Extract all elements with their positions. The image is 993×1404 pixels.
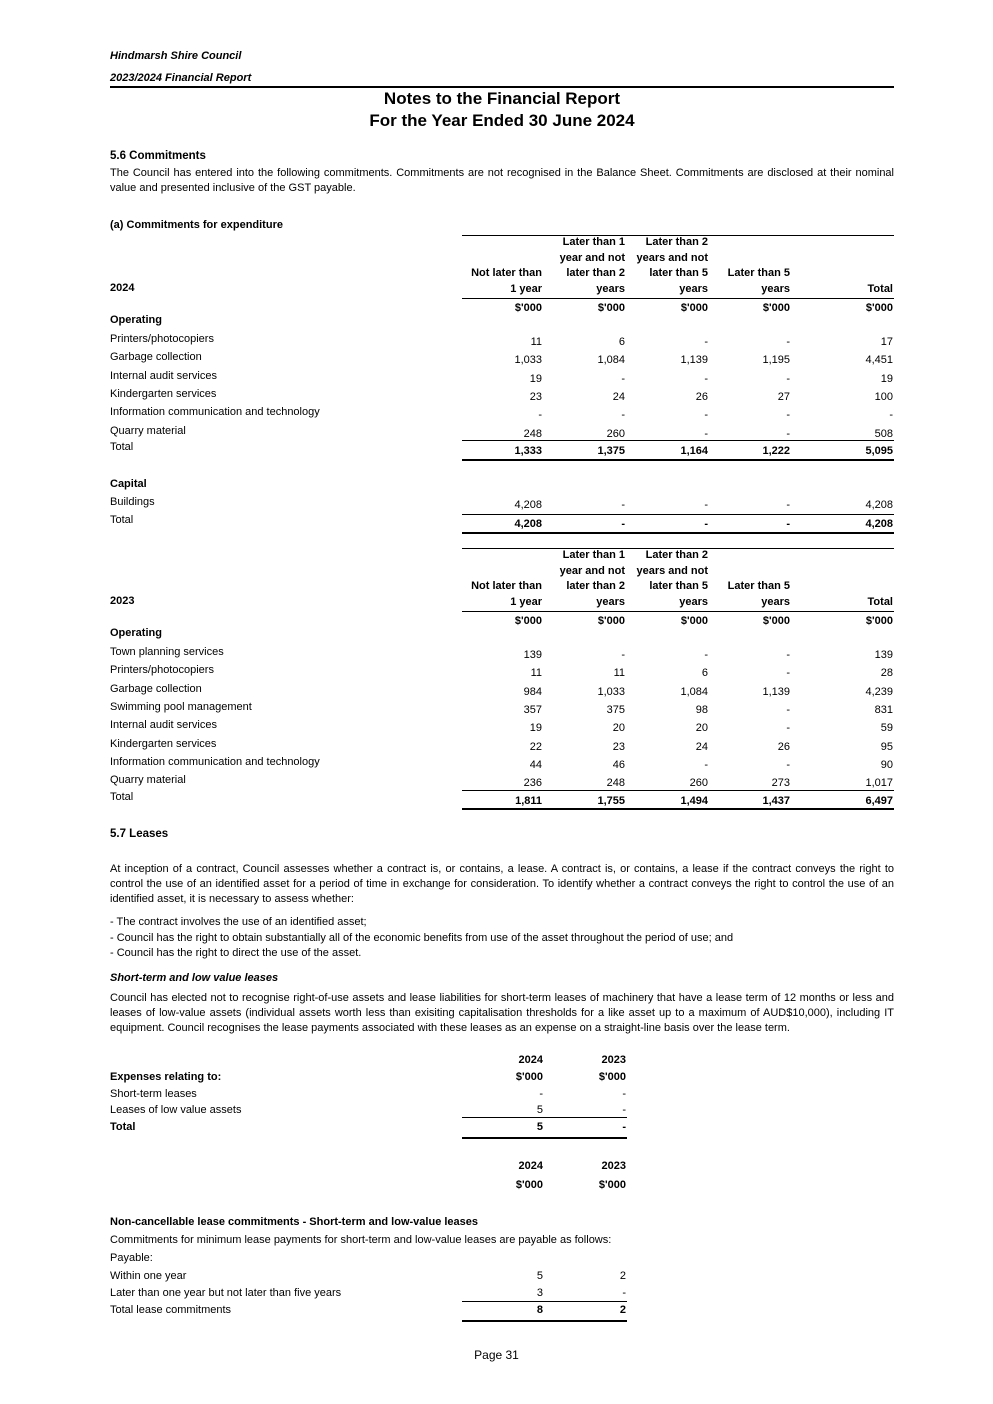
operating-row-value: 236 bbox=[523, 777, 542, 790]
unit-header: $'000 bbox=[597, 615, 625, 627]
expenses-label: Expenses relating to: bbox=[110, 1071, 222, 1083]
commitments-subheading: (a) Commitments for expenditure bbox=[110, 219, 283, 231]
col-header: 1 year bbox=[510, 595, 542, 608]
operating-label: Operating bbox=[110, 627, 162, 639]
operating-row-value: - bbox=[786, 703, 790, 716]
operating-row-label: Kindergarten services bbox=[110, 387, 217, 400]
operating-row-label: Garbage collection bbox=[110, 351, 202, 364]
operating-row-label: Information communication and technology bbox=[110, 406, 320, 419]
col-header: later than 2 bbox=[566, 580, 625, 592]
operating-row-value: - bbox=[621, 372, 625, 385]
unit-header: $'000 bbox=[680, 615, 708, 627]
operating-row-value: 98 bbox=[695, 703, 708, 716]
operating-row-label: Kindergarten services bbox=[110, 737, 217, 750]
capital-total-value: - bbox=[786, 518, 790, 530]
operating-row-value: 100 bbox=[874, 390, 893, 403]
operating-row-value: 20 bbox=[612, 722, 625, 735]
payable-label: Payable: bbox=[110, 1252, 153, 1264]
noncancel-double-rule bbox=[462, 1320, 627, 1322]
operating-row-value: 19 bbox=[529, 722, 542, 735]
expenses-double-rule bbox=[462, 1137, 627, 1139]
unit-header: $'000 bbox=[514, 302, 542, 314]
operating-row-value: 1,139 bbox=[762, 685, 790, 698]
operating-row-label: Internal audit services bbox=[110, 719, 217, 732]
operating-total-value: 1,755 bbox=[597, 795, 625, 807]
header-rule bbox=[462, 298, 894, 299]
report-name: 2023/2024 Financial Report bbox=[110, 72, 252, 84]
operating-row-label: Garbage collection bbox=[110, 682, 202, 695]
operating-total-value: 1,333 bbox=[514, 445, 542, 457]
operating-row-value: 984 bbox=[523, 685, 542, 698]
operating-row-value: 1,084 bbox=[597, 354, 625, 367]
operating-row-value: - bbox=[704, 336, 708, 348]
capital-total-rule bbox=[462, 514, 894, 515]
operating-row-value: 139 bbox=[523, 649, 542, 661]
leases-intro: At inception of a contract, Council assesses whether a contract is, or contains, a lease. A contract is, or contains, a lease if the contract conveys the right to control the use of an identified asset for a period of time in exchange for consideration. To identify whether a contract conveys the right to control the use of an identified asset, it is necessary to assess whether: bbox=[110, 863, 894, 905]
noncancel-row-value: 3 bbox=[536, 1287, 543, 1299]
noncancel-total-value: 8 bbox=[536, 1304, 543, 1316]
col-header: Later than 5 bbox=[727, 267, 790, 279]
noncancellable-text: Commitments for minimum lease payments for short-term and low-value leases are payable as follows: bbox=[110, 1234, 612, 1246]
operating-row-value: - bbox=[704, 649, 708, 661]
col-header: later than 5 bbox=[649, 580, 708, 592]
operating-row-value: 508 bbox=[874, 427, 893, 440]
header-rule bbox=[462, 611, 894, 612]
operating-row-value: - bbox=[786, 722, 790, 735]
operating-row-value: 375 bbox=[606, 703, 625, 716]
operating-row-value: 17 bbox=[880, 336, 893, 348]
operating-total-value: 1,811 bbox=[515, 795, 542, 807]
page-number: Page 31 bbox=[474, 1348, 519, 1362]
col-header: year and not bbox=[559, 251, 625, 264]
expenses-row-value: - bbox=[539, 1088, 543, 1100]
capital-total-label: Total bbox=[110, 514, 134, 526]
table-year: 2024 bbox=[110, 281, 135, 294]
leases-bullet: - Council has the right to obtain substantially all of the economic benefits from use of the asset throughout the period of use; and bbox=[110, 931, 734, 944]
operating-row-value: 6 bbox=[618, 336, 625, 348]
operating-row-value: 260 bbox=[689, 777, 708, 790]
operating-row-value: 46 bbox=[612, 758, 625, 771]
operating-row-value: - bbox=[786, 409, 790, 422]
operating-row-value: 24 bbox=[695, 740, 708, 753]
short-term-heading: Short-term and low value leases bbox=[110, 972, 279, 984]
col-header: Total bbox=[867, 282, 893, 295]
expenses-rule bbox=[462, 1117, 627, 1118]
capital-total-double-rule bbox=[462, 532, 894, 534]
expenses-row-value: - bbox=[622, 1088, 626, 1100]
col-header: Total bbox=[867, 595, 893, 608]
unit-header: $'000 bbox=[597, 302, 625, 314]
expenses-total-label: Total bbox=[110, 1121, 136, 1133]
second-col-2024: 2024 bbox=[518, 1160, 543, 1172]
operating-total-label: Total bbox=[110, 441, 134, 453]
operating-row-value: - bbox=[786, 667, 790, 680]
capital-row-value: 4,208 bbox=[514, 499, 542, 511]
commitments-intro: The Council has entered into the following commitments. Commitments are not recognised in the Balance Sheet. Commitments are disclosed at their nominal value and presented inclusive of the GST payable. bbox=[110, 167, 894, 194]
noncancel-row-value: 5 bbox=[536, 1270, 543, 1282]
operating-row-value: 59 bbox=[880, 722, 893, 735]
unit-header: $'000 bbox=[865, 615, 893, 627]
capital-row-value: 4,208 bbox=[865, 499, 893, 511]
unit-header: $'000 bbox=[514, 615, 542, 627]
operating-total-double-rule bbox=[462, 459, 894, 461]
short-term-text: Council has elected not to recognise right-of-use assets and lease liabilities for short-term leases of machinery that have a lease term of 12 months or less and leases of low-value assets (individual assets worth less than exisiting capitalisation thresholds for a like asset up to a maximum of AUD$10,000), including IT equipment. Council recognises the lease payments associated with these leases as an expense on a straight-line basis over the lease term. bbox=[110, 992, 894, 1034]
col-header: years bbox=[761, 595, 790, 608]
col-header: Not later than bbox=[471, 267, 542, 279]
operating-row-label: Quarry material bbox=[110, 774, 186, 787]
operating-total-rule bbox=[462, 790, 894, 791]
col-header: later than 5 bbox=[649, 267, 708, 279]
col-header: years bbox=[761, 282, 790, 295]
operating-row-value: - bbox=[889, 409, 893, 422]
col-header: Not later than bbox=[471, 580, 542, 592]
unit-header: $'000 bbox=[865, 302, 893, 314]
expenses-row-value: - bbox=[622, 1104, 626, 1116]
operating-row-value: 11 bbox=[530, 667, 542, 680]
expenses-total-value: 5 bbox=[536, 1121, 543, 1133]
operating-row-value: 4,239 bbox=[865, 685, 893, 698]
second-col-2023: 2023 bbox=[601, 1160, 626, 1172]
table-year: 2023 bbox=[110, 594, 135, 607]
operating-total-value: 5,095 bbox=[865, 445, 893, 457]
noncancel-row-label: Within one year bbox=[110, 1270, 187, 1282]
operating-row-value: 23 bbox=[612, 740, 625, 753]
operating-row-value: 1,195 bbox=[762, 354, 790, 367]
operating-row-value: 19 bbox=[529, 372, 542, 385]
capital-row-value: - bbox=[786, 499, 790, 511]
col-header: years and not bbox=[636, 564, 708, 577]
operating-row-label: Town planning services bbox=[110, 646, 224, 658]
operating-label: Operating bbox=[110, 314, 162, 326]
operating-row-value: - bbox=[704, 758, 708, 771]
operating-row-value: 20 bbox=[695, 722, 708, 735]
capital-row-value: - bbox=[621, 499, 625, 511]
operating-row-value: - bbox=[621, 649, 625, 661]
operating-row-value: 44 bbox=[529, 758, 542, 771]
capital-total-value: - bbox=[704, 518, 708, 530]
expenses-col-2024: 2024 bbox=[518, 1054, 543, 1066]
capital-total-value: 4,208 bbox=[865, 518, 893, 530]
expenses-unit-2024: $'000 bbox=[515, 1071, 543, 1083]
operating-row-value: 248 bbox=[523, 427, 542, 440]
operating-row-value: 357 bbox=[523, 703, 542, 716]
noncancel-row-label: Later than one year but not later than five years bbox=[110, 1287, 342, 1299]
unit-header: $'000 bbox=[762, 615, 790, 627]
operating-total-rule bbox=[462, 440, 894, 441]
col-header: later than 2 bbox=[566, 267, 625, 279]
operating-row-value: 95 bbox=[880, 740, 893, 753]
operating-row-value: 139 bbox=[874, 649, 893, 661]
operating-row-label: Information communication and technology bbox=[110, 755, 320, 768]
operating-row-value: 26 bbox=[695, 390, 708, 403]
col-header: years bbox=[596, 282, 625, 295]
col-header: years and not bbox=[636, 251, 708, 264]
operating-row-value: 831 bbox=[874, 703, 893, 716]
operating-total-double-rule bbox=[462, 808, 894, 810]
operating-row-value: 1,139 bbox=[680, 354, 708, 367]
operating-total-value: 1,375 bbox=[597, 445, 625, 457]
col-header: years bbox=[596, 595, 625, 608]
operating-row-value: - bbox=[621, 409, 625, 422]
operating-row-label: Printers/photocopiers bbox=[110, 333, 214, 345]
operating-row-value: - bbox=[786, 649, 790, 661]
expenses-row-label: Leases of low value assets bbox=[110, 1104, 242, 1116]
operating-row-label: Quarry material bbox=[110, 424, 186, 437]
capital-label: Capital bbox=[110, 478, 147, 490]
operating-row-value: 26 bbox=[777, 740, 790, 753]
operating-row-value: 1,017 bbox=[865, 777, 893, 790]
leases-bullets bbox=[110, 915, 733, 962]
operating-row-value: - bbox=[786, 336, 790, 348]
operating-row-value: 11 bbox=[530, 336, 542, 348]
col-header: Later than 1 bbox=[562, 549, 625, 561]
expenses-unit-2023: $'000 bbox=[598, 1071, 626, 1083]
operating-row-value: 28 bbox=[880, 667, 893, 680]
noncancellable-heading: Non-cancellable lease commitments - Short-term and low-value leases bbox=[110, 1216, 479, 1228]
operating-row-value: - bbox=[786, 372, 790, 385]
second-unit-2023: $'000 bbox=[598, 1179, 626, 1191]
leases-bullet: - Council has the right to direct the use of the asset. bbox=[110, 947, 362, 959]
capital-row-label: Buildings bbox=[110, 496, 155, 508]
operating-row-value: 6 bbox=[701, 667, 708, 680]
page-subtitle: For the Year Ended 30 June 2024 bbox=[369, 111, 635, 130]
operating-row-value: - bbox=[704, 409, 708, 422]
operating-row-value: 24 bbox=[612, 390, 625, 403]
operating-row-value: 11 bbox=[613, 667, 625, 680]
expenses-row-value: 5 bbox=[536, 1104, 543, 1116]
expenses-row-label: Short-term leases bbox=[110, 1088, 197, 1100]
noncancel-total-label: Total lease commitments bbox=[110, 1304, 232, 1316]
operating-row-value: - bbox=[704, 427, 708, 440]
operating-row-value: 273 bbox=[771, 777, 790, 790]
leases-bullet: - The contract involves the use of an identified asset; bbox=[110, 916, 367, 928]
capital-row-value: - bbox=[704, 499, 708, 511]
capital-total-value: 4,208 bbox=[514, 518, 542, 530]
operating-row-value: 260 bbox=[606, 427, 625, 440]
operating-row-value: 1,033 bbox=[597, 685, 625, 698]
operating-total-value: 1,222 bbox=[762, 445, 790, 457]
operating-row-value: 1,033 bbox=[514, 354, 542, 367]
col-header: Later than 2 bbox=[645, 549, 708, 561]
operating-row-value: 23 bbox=[529, 390, 542, 403]
operating-row-label: Internal audit services bbox=[110, 369, 217, 382]
noncancel-rule bbox=[462, 1301, 627, 1302]
operating-row-value: - bbox=[786, 427, 790, 440]
operating-total-label: Total bbox=[110, 791, 134, 803]
second-unit-2024: $'000 bbox=[515, 1179, 543, 1191]
col-header: 1 year bbox=[510, 282, 542, 295]
operating-row-label: Printers/photocopiers bbox=[110, 664, 214, 677]
expenses-col-2023: 2023 bbox=[601, 1054, 626, 1066]
operating-total-value: 1,494 bbox=[680, 795, 708, 807]
operating-row-value: 27 bbox=[777, 390, 790, 403]
operating-row-value: 4,451 bbox=[865, 354, 893, 367]
col-header: year and not bbox=[559, 564, 625, 577]
operating-row-value: 22 bbox=[529, 740, 542, 753]
page-title: Notes to the Financial Report bbox=[383, 89, 621, 108]
col-header: Later than 5 bbox=[727, 580, 790, 592]
noncancel-total-value: 2 bbox=[619, 1304, 626, 1316]
capital-total-value: - bbox=[621, 518, 625, 530]
leases-heading: 5.7 Leases bbox=[110, 828, 169, 840]
operating-total-value: 1,164 bbox=[680, 445, 708, 457]
operating-row-label: Swimming pool management bbox=[110, 700, 252, 713]
unit-header: $'000 bbox=[680, 302, 708, 314]
operating-row-value: 1,084 bbox=[680, 685, 708, 698]
commitments-heading: 5.6 Commitments bbox=[110, 150, 206, 162]
org-name: Hindmarsh Shire Council bbox=[110, 50, 242, 62]
operating-row-value: 248 bbox=[606, 777, 625, 790]
operating-row-value: 90 bbox=[880, 758, 893, 771]
operating-row-value: - bbox=[704, 372, 708, 385]
col-header: years bbox=[679, 282, 708, 295]
operating-total-value: 6,497 bbox=[865, 795, 893, 807]
col-header: Later than 1 bbox=[562, 236, 625, 248]
expenses-total-value: - bbox=[622, 1121, 626, 1133]
operating-total-value: 1,437 bbox=[762, 795, 790, 807]
operating-row-value: - bbox=[786, 758, 790, 771]
noncancel-row-value: - bbox=[622, 1287, 626, 1299]
col-header: Later than 2 bbox=[645, 236, 708, 248]
col-header: years bbox=[679, 595, 708, 608]
noncancel-row-value: 2 bbox=[619, 1270, 626, 1282]
unit-header: $'000 bbox=[762, 302, 790, 314]
operating-row-value: - bbox=[538, 409, 542, 422]
operating-row-value: 19 bbox=[880, 372, 893, 385]
